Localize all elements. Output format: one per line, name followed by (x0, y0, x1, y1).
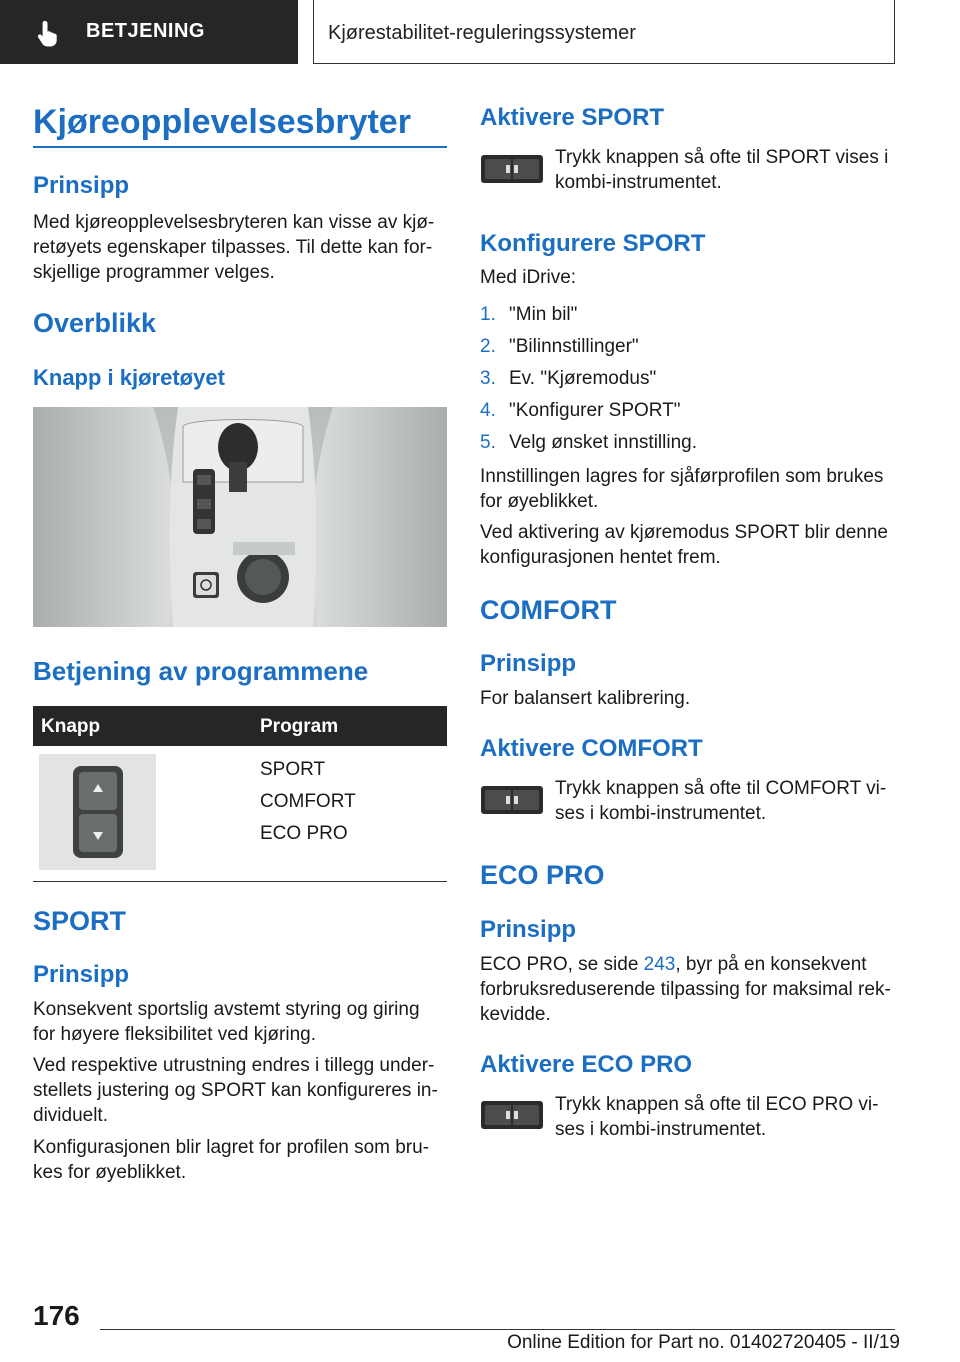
mode-button-icon (480, 153, 544, 185)
konfigurere-sport-heading: Konfigurere SPORT (480, 230, 706, 257)
aktivere-comfort-text: Trykk knappen så ofte til COMFORT vi- ses i kombi-instrumentet. (555, 778, 887, 824)
section-tab[interactable] (0, 0, 298, 64)
mode-button-icon (480, 784, 544, 816)
sport-heading: SPORT (33, 906, 127, 936)
chapter-tab-label: Kjørestabilitet-reguleringssystemer (328, 22, 636, 44)
program-table-row (33, 746, 447, 880)
page-title: Kjøreopplevelsesbryter (33, 103, 411, 141)
comfort-prinsipp-text: For balansert kalibrering. (480, 688, 691, 709)
list-item: 2. "Bilinnstillinger" (480, 336, 639, 357)
aktivere-eco-heading: Aktivere ECO PRO (480, 1051, 693, 1078)
center-console-image (33, 407, 447, 627)
mode-button-icon (480, 1099, 544, 1131)
table-bottom-rule (33, 881, 447, 882)
section-tab-label: BETJENING (86, 20, 205, 42)
idrive-steps-list (480, 302, 900, 462)
overblikk-heading: Overblikk (33, 308, 157, 338)
konfig-text-2: Ved aktivering av kjøremodus SPORT blir denne konfigurasjonen hentet frem. (480, 522, 888, 568)
betjening-heading: Betjening av programmene (33, 656, 369, 686)
sport-text-3: Konfigurasjonen blir lagret for profilen som bru- kes for øyeblikket. (33, 1137, 430, 1183)
aktivere-comfort-heading: Aktivere COMFORT (480, 735, 703, 762)
comfort-prinsipp-heading: Prinsipp (480, 650, 577, 677)
knapp-heading: Knapp i kjøretøyet (33, 365, 225, 390)
program-comfort: COMFORT (260, 791, 356, 812)
eco-pro-heading: ECO PRO (480, 860, 605, 890)
list-item: 3. Ev. "Kjøremodus" (480, 368, 657, 389)
list-item: 5. Velg ønsket innstilling. (480, 432, 697, 453)
comfort-heading: COMFORT (480, 595, 617, 625)
center-console-photo (33, 407, 447, 627)
aktivere-sport-heading: Aktivere SPORT (480, 104, 665, 131)
col-program-header: Program (260, 716, 339, 737)
aktivere-eco-text: Trykk knappen så ofte til ECO PRO vi- ses i kombi-instrumentet. (555, 1094, 879, 1140)
sport-prinsipp-heading: Prinsipp (33, 961, 130, 988)
konfig-text-1: Innstillingen lagres for sjåførprofilen som brukes for øyeblikket. (480, 466, 884, 512)
page-link-243[interactable]: 243 (643, 954, 676, 975)
sport-text-1: Konsekvent sportslig avstemt styring og giring for høyere fleksibilitet ved kjøring. (33, 999, 420, 1045)
eco-prinsipp-text: ECO PRO, se side 243, byr på en konsekvent forbruksreduserende tilpassing for maksimal rek- kevidde. (480, 954, 891, 1025)
program-table-header (33, 706, 447, 746)
list-item: 1. "Min bil" (480, 304, 578, 325)
aktivere-sport-text: Trykk knappen så ofte til SPORT vises i kombi-instrumentet. (555, 147, 889, 193)
footer-rule (100, 1329, 895, 1330)
prinsipp-heading: Prinsipp (33, 172, 130, 199)
prinsipp-text: Med kjøreopplevelsesbryteren kan visse av kjø- retøyets egenskaper tilpasses. Til dette kan for- skjellige programmer velges. (33, 212, 435, 283)
hand-pointer-icon (34, 18, 64, 48)
mode-switch-image (39, 754, 156, 870)
list-item: 4. "Konfigurer SPORT" (480, 400, 681, 421)
chapter-tab[interactable] (313, 0, 895, 64)
med-idrive-text: Med iDrive: (480, 267, 577, 288)
col-knapp-header: Knapp (41, 716, 101, 737)
page-header (0, 0, 960, 66)
eco-prinsipp-heading: Prinsipp (480, 916, 577, 943)
title-rule (33, 146, 447, 148)
page-number: 176 (33, 1300, 80, 1331)
program-list (260, 754, 356, 850)
program-eco-pro: ECO PRO (260, 823, 348, 844)
sport-text-2: Ved respektive utrustning endres i tillegg under- stellets justering og SPORT kan konfigureres in- dividuelt. (33, 1055, 438, 1126)
program-sport: SPORT (260, 759, 326, 780)
footer-edition: Online Edition for Part no. 01402720405 - II/19 (507, 1332, 900, 1353)
